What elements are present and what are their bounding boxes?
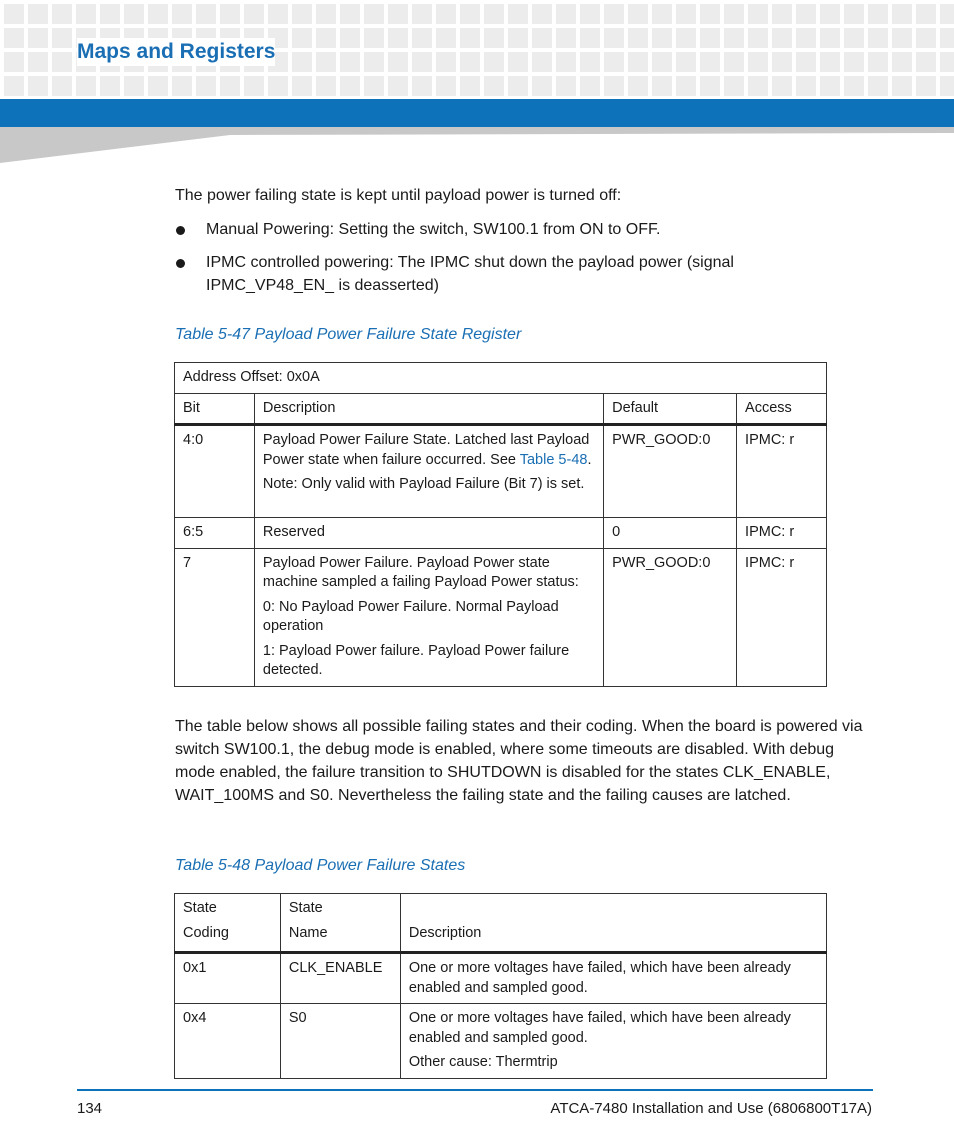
bullet-icon bbox=[176, 226, 185, 235]
header-line: Name bbox=[288, 925, 328, 941]
bullet-item-manual: Manual Powering: Setting the switch, SW100.1 from ON to OFF. bbox=[206, 221, 661, 238]
column-header-state-name bbox=[280, 894, 400, 953]
column-header-bit: Bit bbox=[175, 393, 255, 425]
description-cell bbox=[400, 1004, 826, 1079]
column-header-description: Description bbox=[254, 393, 603, 425]
column-header-state-coding bbox=[175, 894, 281, 953]
state-coding-cell: 0x1 bbox=[175, 953, 281, 1004]
description-cell bbox=[254, 425, 603, 518]
table-5-47-caption: Table 5-47 Payload Power Failure State Register bbox=[175, 326, 522, 343]
bullet-item-ipmc: IPMC controlled powering: The IPMC shut down the payload power (signal IPMC_VP48_EN_ is deasserted) bbox=[206, 254, 734, 294]
description-text: Payload Power Failure State. Latched last Payload Power state when failure occurred. See bbox=[262, 432, 590, 468]
state-name-cell: CLK_ENABLE bbox=[280, 953, 400, 1004]
table-row bbox=[175, 953, 827, 1004]
header-line: State bbox=[183, 900, 217, 916]
access-cell: IPMC: r bbox=[737, 518, 827, 549]
table-5-48-caption: Table 5-48 Payload Power Failure States bbox=[175, 857, 466, 874]
bullet-icon bbox=[176, 259, 185, 268]
bit-cell: 7 bbox=[175, 548, 255, 686]
table-row bbox=[175, 425, 827, 518]
bit-cell: 6:5 bbox=[175, 518, 255, 549]
description-cause: Other cause: Thermtrip bbox=[408, 1054, 558, 1070]
description-period: . bbox=[587, 451, 592, 468]
body-paragraph: The table below shows all possible failing states and their coding. When the board is powered via switch SW100.1, the debug mode is enabled, where some timeouts are disabled. With debug mode enabled, the failure transition to SHUTDOWN is disabled for the states CLK_ENABLE, WAIT_100MS and S0. Nevertheless the failing state and the failing causes are latched. bbox=[175, 718, 863, 804]
document-title: ATCA-7480 Installation and Use (6806800T17A) bbox=[550, 1100, 872, 1117]
description-text: Payload Power Failure. Payload Power state machine sampled a failing Payload Power status: bbox=[262, 554, 579, 590]
address-offset: Address Offset: 0x0A bbox=[175, 363, 827, 394]
footer-divider bbox=[77, 1089, 873, 1091]
header-line: Coding bbox=[183, 925, 229, 941]
access-cell: IPMC: r bbox=[737, 425, 827, 518]
default-cell: PWR_GOOD:0 bbox=[604, 425, 737, 518]
description-cell: Reserved bbox=[254, 518, 603, 549]
header-band bbox=[0, 99, 954, 127]
description-cell bbox=[254, 548, 603, 686]
table-5-48-link[interactable]: Table 5-48 bbox=[519, 451, 588, 468]
description-note: Note: Only valid with Payload Failure (Bit 7) is set. bbox=[262, 476, 585, 492]
table-row bbox=[175, 548, 827, 686]
section-title: Maps and Registers bbox=[77, 38, 275, 66]
table-row bbox=[175, 518, 827, 549]
description-value-0: 0: No Payload Power Failure. Normal Payload operation bbox=[262, 598, 559, 634]
column-header-description: Description bbox=[400, 894, 826, 953]
column-header-default: Default bbox=[604, 393, 737, 425]
description-cell: One or more voltages have failed, which have been already enabled and sampled good. bbox=[400, 953, 826, 1004]
states-table bbox=[174, 893, 827, 1079]
register-table bbox=[174, 362, 827, 687]
page-number: 134 bbox=[77, 1100, 103, 1117]
access-cell: IPMC: r bbox=[737, 548, 827, 686]
header-line: State bbox=[288, 900, 323, 916]
intro-text: The power failing state is kept until payload power is turned off: bbox=[175, 187, 622, 204]
description-text: One or more voltages have failed, which have been already enabled and sampled good. bbox=[408, 1010, 791, 1046]
description-value-1: 1: Payload Power failure. Payload Power failure detected. bbox=[262, 642, 570, 678]
state-coding-cell: 0x4 bbox=[175, 1004, 281, 1079]
table-row bbox=[175, 1004, 827, 1079]
default-cell: PWR_GOOD:0 bbox=[604, 548, 737, 686]
bit-cell: 4:0 bbox=[175, 425, 255, 518]
state-name-cell: S0 bbox=[280, 1004, 400, 1079]
column-header-access: Access bbox=[737, 393, 827, 425]
default-cell: 0 bbox=[604, 518, 737, 549]
header-swoosh bbox=[0, 127, 954, 163]
